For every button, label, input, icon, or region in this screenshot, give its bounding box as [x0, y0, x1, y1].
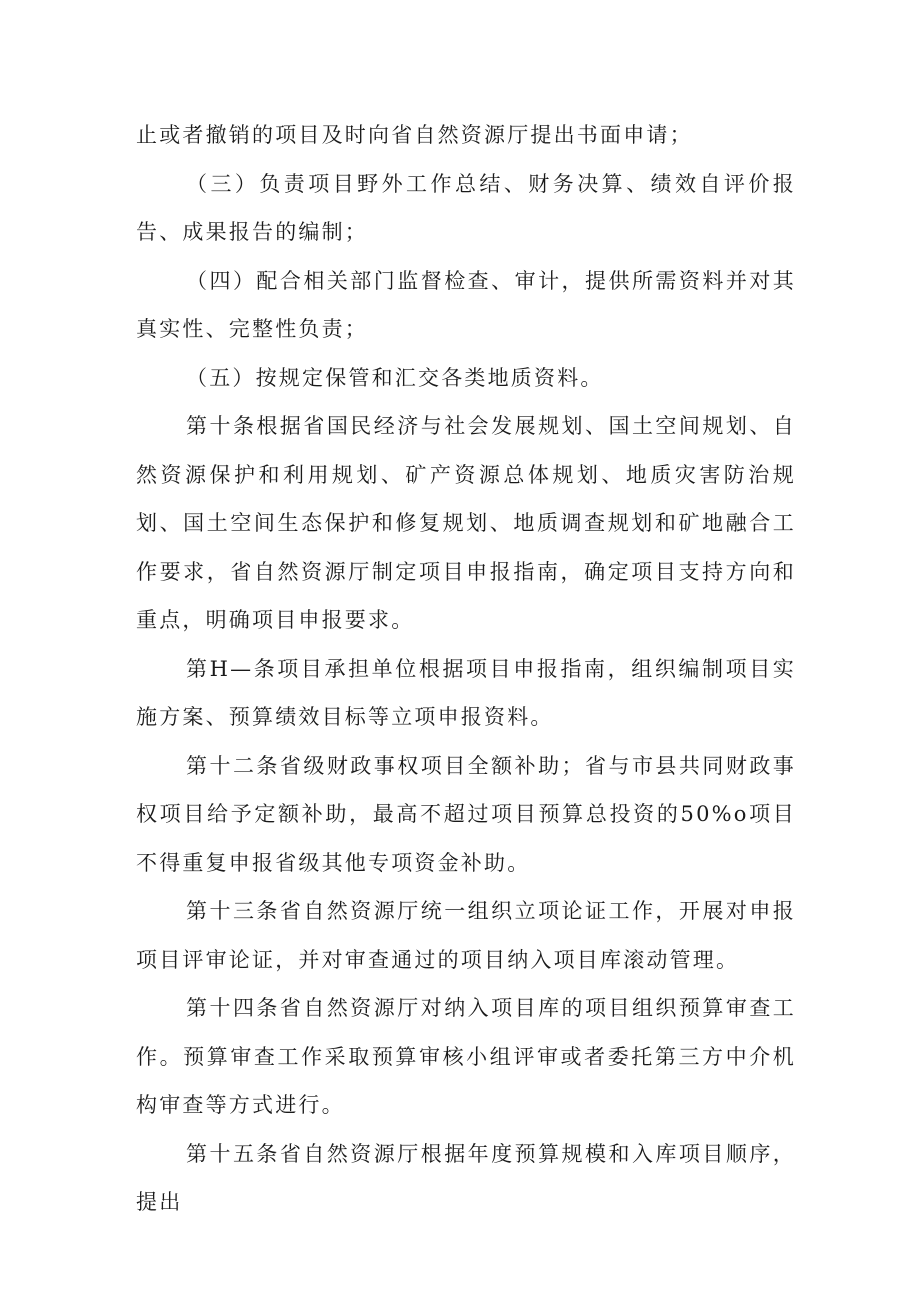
paragraph-4: 第十条根据省国民经济与社会发展规划、国土空间规划、自然资源保护和利用规划、矿产资源总体规划、地质灾害防治规划、国土空间生态保护和修复规划、地质调查规划和矿地融合工作要求，省自然资源厅制定项目申报指南，确定项目支持方向和重点，明确项目申报要求。	[136, 414, 796, 632]
paragraph-1: （三）负责项目野外工作总结、财务决算、绩效自评价报告、成果报告的编制；	[136, 171, 796, 244]
paragraph-0: 止或者撤销的项目及时向省自然资源厅提出书面申请；	[136, 123, 693, 147]
paragraph-3: （五）按规定保管和汇交各类地质资料。	[186, 365, 604, 390]
paragraph-2: （四）配合相关部门监督检查、审计，提供所需资料并对其真实性、完整性负责；	[136, 268, 796, 341]
paragraph-6: 第十二条省级财政事权项目全额补助；省与市县共同财政事权项目给予定额补助，最高不超过项目预算总投资的50%o项目不得重复申报省级其他专项资金补助。	[136, 753, 796, 875]
paragraph-5: 第H—条项目承担单位根据项目申报指南，组织编制项目实施方案、预算绩效目标等立项申报资料。	[136, 656, 796, 729]
paragraph-7: 第十三条省自然资源厅统一组织立项论证工作，开展对申报项目评审论证，并对审查通过的项目纳入项目库滚动管理。	[136, 899, 796, 972]
paragraph-8: 第十四条省自然资源厅对纳入项目库的项目组织预算审查工作。预算审查工作采取预算审核小组评审或者委托第三方中介机构审查等方式进行。	[136, 996, 796, 1117]
paragraph-9: 第十五条省自然资源厅根据年度预算规模和入库项目顺序，提出	[136, 1141, 796, 1214]
document-body	[136, 111, 796, 1227]
